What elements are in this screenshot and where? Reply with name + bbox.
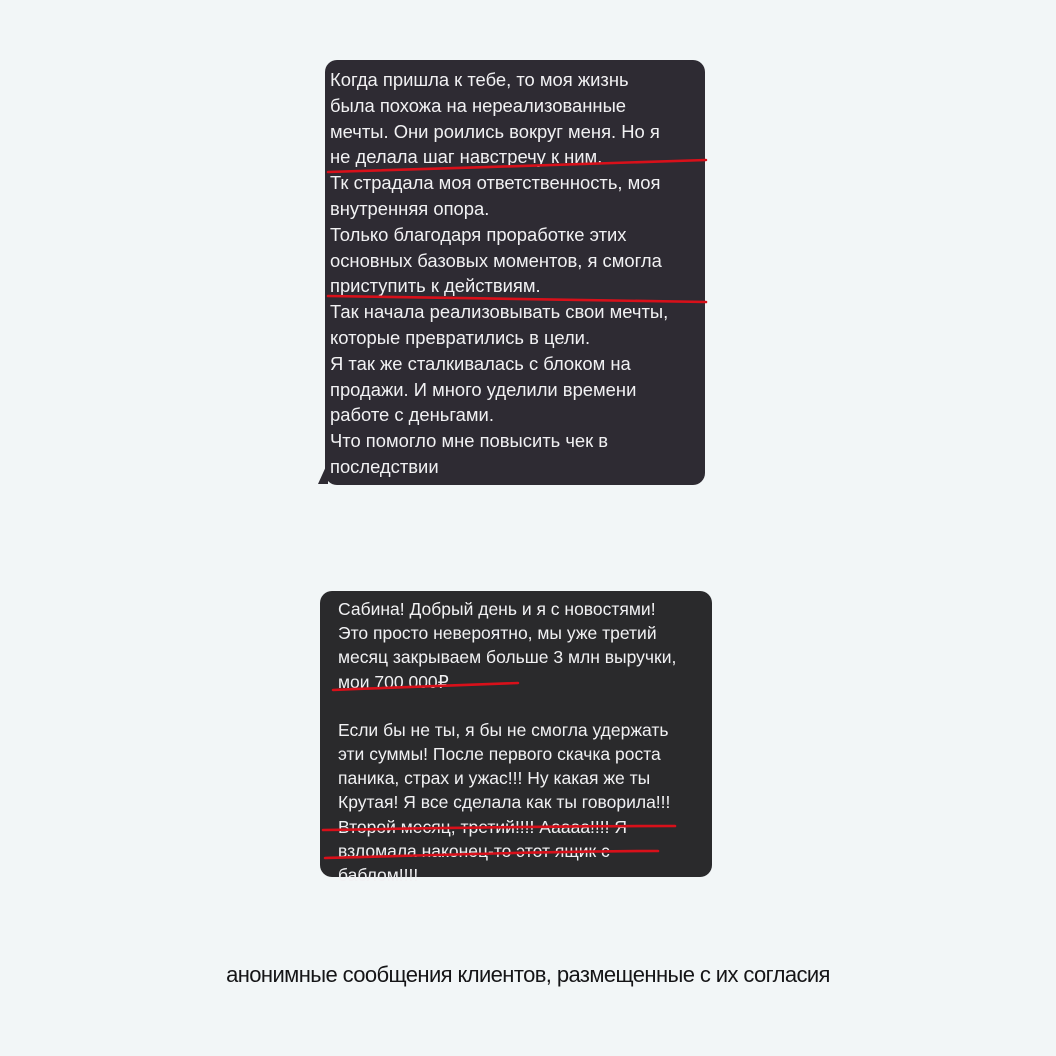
message-line: эти суммы! После первого скачка роста <box>338 744 661 765</box>
message-line: Так начала реализовывать свои мечты, <box>330 301 669 323</box>
message-line: месяц закрываем больше 3 млн выручки, <box>338 647 677 668</box>
message-line: Когда пришла к тебе, то моя жизнь <box>330 69 629 90</box>
message-line: Что помогло мне повысить чек в <box>330 430 609 452</box>
message-line: Крутая! Я все сделала как ты говорила!!! <box>338 792 671 813</box>
message-line: Я так же сталкивалась с блоком на <box>330 352 631 374</box>
message-line: не делала шаг навстречу к ним. <box>330 146 603 168</box>
message-bubble-2 <box>320 591 712 886</box>
message-line: мечты. Они роились вокруг меня. Но я <box>330 120 660 142</box>
caption-text: анонимные сообщения клиентов, размещенные с их согласия <box>226 962 830 987</box>
message-line: баблом!!!! <box>338 865 419 886</box>
message-line: Сабина! Добрый день и я с новостями! <box>338 599 656 619</box>
message-line: внутренняя опора. <box>330 197 490 219</box>
message-line: паника, страх и ужас!!! Ну какая же ты <box>338 768 651 789</box>
message-line: последствии <box>330 455 439 477</box>
message-line: мои 700 000₽ <box>338 671 449 692</box>
message-line: Тк страдала моя ответственность, моя <box>330 172 661 194</box>
message-blank-line <box>338 694 712 718</box>
message-line: Если бы не ты, я бы не смогла удержать <box>338 719 669 740</box>
message-line: основных базовых моментов, я смогла <box>330 249 662 271</box>
message-line: взломала наконец-то этот ящик с <box>338 840 610 861</box>
message-line: Это просто невероятно, мы уже третий <box>338 623 657 644</box>
message-line: которые превратились в цели. <box>330 326 591 348</box>
message-line: была похожа на нереализованные <box>330 94 627 116</box>
message-line: Второй месяц, третий!!!! Аааaa!!!! Я <box>338 816 628 837</box>
message-bubble-1 <box>325 60 705 485</box>
message-line: приступить к действиям. <box>330 275 541 297</box>
message-line: Только благодаря проработке этих <box>330 223 627 245</box>
message-line: работе с деньгами. <box>330 404 494 426</box>
message-line: продажи. И много уделили времени <box>330 378 637 400</box>
